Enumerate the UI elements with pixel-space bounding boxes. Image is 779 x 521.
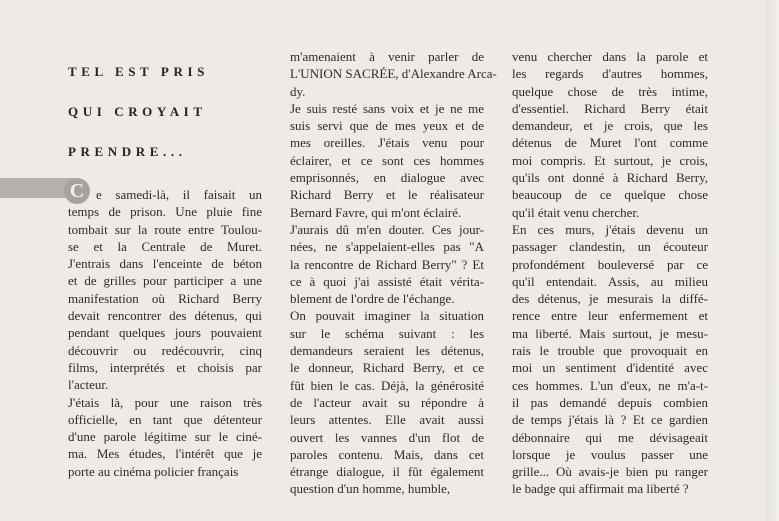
col3-line: En ces murs, j'étais devenu un xyxy=(512,221,708,237)
col1-line: découvrir ou redécouvrir, cinq xyxy=(68,342,262,358)
col2-line: fût bien le cas. Déjà, la générosité xyxy=(290,377,484,393)
col1-line: J'entrais dans l'enceinte de béton xyxy=(68,256,262,272)
col2-line: Je suis resté sans voix et je ne me xyxy=(290,100,484,116)
column-3 xyxy=(512,48,708,498)
col3-line: qu'ils ont donné à Richard Berry, xyxy=(512,170,708,186)
col2-line: J'aurais dû m'en douter. Ces jour- xyxy=(290,221,484,237)
col2-line: suis servi que de mes yeux et de xyxy=(290,118,484,134)
column-1 xyxy=(68,186,262,480)
title-line-2: QUI CROYAIT xyxy=(68,104,207,119)
col1-line: se et la Centrale de Muret. xyxy=(68,238,262,254)
col2-line: de l'acteur avait su répondre à xyxy=(290,394,484,410)
drop-cap: C xyxy=(64,178,90,204)
col2-line: m'amenaient à venir parler de xyxy=(290,49,484,64)
col3-line: il pas demandé depuis combien xyxy=(512,394,708,410)
article-title xyxy=(68,52,268,172)
col1-line: officielle, en tant que détenteur xyxy=(68,411,262,427)
title-line-3: PRENDRE... xyxy=(68,144,187,159)
col1-line: d'une parole légitime sur le ciné- xyxy=(68,429,262,445)
col2-line: demandeurs seraient les détenus, xyxy=(290,343,484,359)
title-line-1: TEL EST PRIS xyxy=(68,64,209,79)
col2-line: étrange dialogue, il fût également xyxy=(290,464,484,480)
col1-line: pendant quelques jours pouvaient xyxy=(68,325,262,341)
col3-line: rais le trouble que provoquait en xyxy=(512,343,708,359)
col1-line: J'étais là, pour une raison très xyxy=(68,394,262,410)
col3-line: grille... Où avais-je bien pu ranger xyxy=(512,464,708,480)
col3-line: rence entre leur enfermement et xyxy=(512,308,708,324)
col1-line: ma. Mes études, l'intérêt que je xyxy=(68,446,262,462)
col2-line: mes oreilles. J'étais venu pour xyxy=(290,135,484,151)
col3-line: ma liberté. Mais surtout, je mesu- xyxy=(512,325,708,341)
col3-line: profondément bouleversé par ce xyxy=(512,256,708,272)
col3-line: détenus de Muret l'ont comme xyxy=(512,135,708,151)
col2-line: On pouvait imaginer la situation xyxy=(290,308,484,324)
col3-line: ces hommes. L'un d'eux, ne m'a-t- xyxy=(512,377,708,393)
col1-line: devait rencontrer des détenus, qui xyxy=(68,308,262,324)
col3-line: des détenus, je mesurais la diffé- xyxy=(512,291,708,307)
col3-line: quelque chose de très intime, xyxy=(512,83,708,99)
col2-line: question d'un homme, humble, xyxy=(290,481,451,497)
col2-line: sur le schéma suivant : les xyxy=(290,325,484,341)
col2-line: paroles contenu. Mais, dans cet xyxy=(290,446,484,462)
col2-line: emprisonnés, en dialogue avec xyxy=(290,170,484,186)
col3-line: débonnaire qui me dévisageait xyxy=(512,429,708,445)
col1-line: films, interprétés et choisis par xyxy=(68,359,262,375)
col3-line: d'essentiel. Richard Berry était xyxy=(512,100,708,116)
col1-line: porte au cinéma policier français xyxy=(68,463,239,479)
col1-line: manifestation où Richard Berry xyxy=(68,290,262,306)
col3-line: de temps j'étais là ? Et ce gardien xyxy=(512,412,708,428)
col1-line: tombait sur la route entre Toulou- xyxy=(68,221,262,237)
col3-line: venu chercher dans la parole et xyxy=(512,49,708,64)
col2-line: la rencontre de Richard Berry" ? Et xyxy=(290,256,484,272)
col3-line: les regards d'autres hommes, xyxy=(512,66,708,82)
col2-line: éclairer, et ce sont ces hommes xyxy=(290,152,484,168)
col3-line: le badge qui affirmait ma liberté ? xyxy=(512,481,689,497)
col2-line: L'UNION SACRÉE, d'Alexandre Arca- xyxy=(290,66,497,82)
col1-line: e samedi-là, il faisait un xyxy=(96,187,262,202)
col3-line: moi compris. Et surtout, je crois, xyxy=(512,152,708,168)
page-edge xyxy=(766,0,779,521)
col3-line: qu'il entendait. Assis, au milieu xyxy=(512,273,708,289)
col2-line: leurs attentes. Elle avait aussi xyxy=(290,412,484,428)
col2-line: dy. xyxy=(290,83,306,99)
col3-line: beaucoup de ce quelque chose xyxy=(512,187,708,203)
col3-line: qu'il était venu chercher. xyxy=(512,204,640,220)
col1-line: temps de prison. Une pluie fine xyxy=(68,204,262,220)
col2-line: Richard Berry et le réalisateur xyxy=(290,187,484,203)
col3-line: demandeur, et je crois, que les xyxy=(512,118,708,134)
col1-line: et de grilles pour participer a une xyxy=(68,273,262,289)
col2-line: blement de l'ordre de l'échange. xyxy=(290,291,455,307)
col2-line: le donneur, Richard Berry, et ce xyxy=(290,360,484,376)
col2-line: ce à quoi j'ai assisté était vérita- xyxy=(290,273,484,289)
col2-line: ouvert les vannes d'un flot de xyxy=(290,429,484,445)
column-2 xyxy=(290,48,497,498)
col3-line: moi un sentiment d'identité avec xyxy=(512,360,708,376)
col2-line: Bernard Favre, qui m'ont éclairé. xyxy=(290,204,462,220)
col2-line: nées, ne s'appelaient-elles pas "A xyxy=(290,239,484,255)
col3-line: lorsque je voulus passer une xyxy=(512,446,708,462)
col1-line: l'acteur. xyxy=(68,377,109,393)
col3-line: passager clandestin, un écouteur xyxy=(512,239,708,255)
